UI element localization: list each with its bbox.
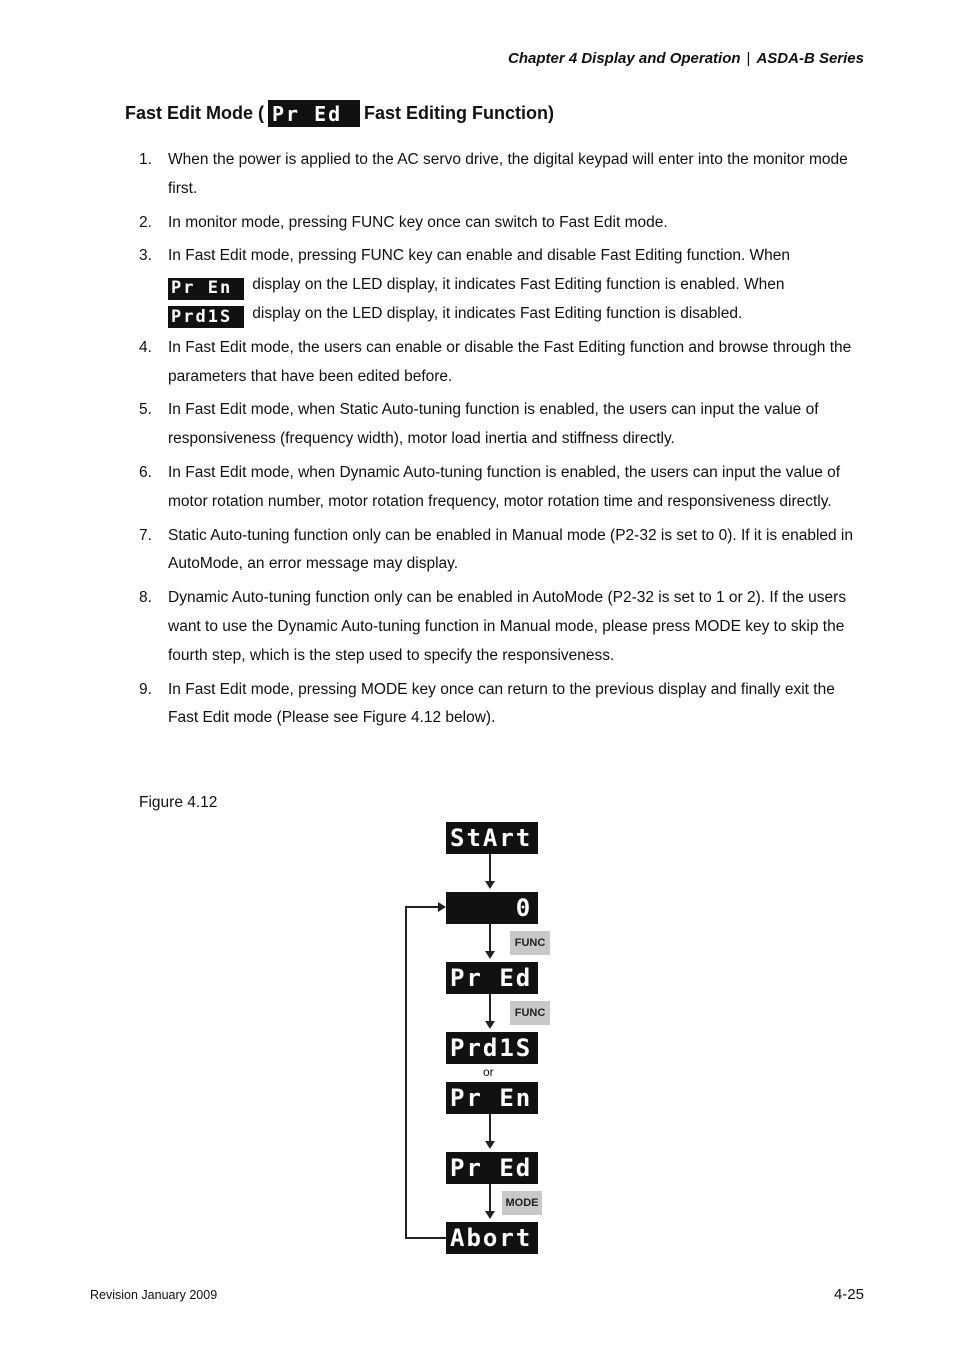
chapter-title: Chapter 4 Display and Operation bbox=[507, 50, 741, 67]
list-item bbox=[139, 242, 869, 328]
item-number: 8. bbox=[139, 589, 152, 607]
loop-line bbox=[405, 906, 439, 908]
item-text: Static Auto-tuning function only can be enabled in Manual mode (P2-32 is set to 0). If it is enabled in AutoMode, an error message may display. bbox=[168, 526, 853, 573]
list-item bbox=[139, 334, 869, 392]
title-lcd-display: Pr Ed bbox=[268, 100, 360, 127]
header-separator: | bbox=[746, 50, 751, 67]
lcd-pr-en-display: Pr En bbox=[168, 278, 244, 300]
arrow-down-icon bbox=[485, 1021, 495, 1029]
item-text: In Fast Edit mode, when Dynamic Auto-tuning function is enabled, the users can input the value of motor rotation number, motor rotation frequency, motor rotation time and responsiveness directly. bbox=[168, 463, 841, 510]
item-text: In Fast Edit mode, when Static Auto-tuning function is enabled, the users can input the value of responsiveness (frequency width), motor load inertia and stiffness directly. bbox=[168, 401, 819, 448]
list-item bbox=[139, 676, 869, 734]
mode-key-label: MODE bbox=[502, 1191, 542, 1215]
lcd-abort-display: Abort bbox=[446, 1222, 538, 1254]
title-suffix: Fast Editing Function) bbox=[364, 103, 554, 123]
arrow-down-icon bbox=[485, 951, 495, 959]
lcd-pr-dis-display: Prd1S bbox=[168, 306, 244, 328]
item-text: Dynamic Auto-tuning function only can be enabled in AutoMode (P2-32 is set to 1 or 2). If the users want to use the Dynamic Auto-tuning function in Manual mode, please press MODE key to skip the fourth step, which is the step used to specify the responsiveness. bbox=[168, 589, 847, 664]
page-header bbox=[508, 50, 864, 67]
lcd-start-display: StArt bbox=[446, 822, 538, 854]
func-key-label: FUNC bbox=[510, 931, 550, 955]
item-text: In Fast Edit mode, the users can enable or disable the Fast Editing function and browse through the parameters that have been edited before. bbox=[168, 338, 852, 385]
item-text: When the power is applied to the AC servo drive, the digital keypad will enter into the monitor mode first. bbox=[168, 151, 848, 197]
figure-label: Figure 4.12 bbox=[139, 794, 218, 811]
lcd-pr-en-display: Pr En bbox=[446, 1082, 538, 1114]
list-item bbox=[139, 396, 869, 454]
item-text: display on the LED display, it indicates Fast Editing function is enabled. When bbox=[248, 276, 785, 294]
item-text: display on the LED display, it indicates Fast Editing function is disabled. bbox=[248, 304, 743, 322]
lcd-pr-ed-display: Pr Ed bbox=[446, 962, 538, 994]
list-item bbox=[139, 209, 869, 238]
list-item bbox=[139, 522, 869, 580]
item-text: In Fast Edit mode, pressing FUNC key can enable and disable Fast Editing function. When bbox=[168, 247, 791, 265]
arrow-down-icon bbox=[485, 881, 495, 889]
item-number: 3. bbox=[139, 247, 152, 265]
item-number: 4. bbox=[139, 338, 152, 356]
item-text: In monitor mode, pressing FUNC key once can switch to Fast Edit mode. bbox=[168, 213, 668, 231]
loop-line bbox=[405, 1237, 446, 1239]
arrow-line bbox=[489, 1114, 491, 1142]
loop-line bbox=[405, 906, 407, 1239]
list-item bbox=[139, 146, 869, 204]
lcd-monitor-display: 0 bbox=[446, 892, 538, 924]
item-text: In Fast Edit mode, pressing MODE key once can return to the previous display and finally exit the Fast Edit mode (Please see Figure 4.12 below). bbox=[168, 680, 835, 727]
section-title bbox=[125, 100, 554, 127]
arrow-down-icon bbox=[485, 1211, 495, 1219]
arrow-line bbox=[489, 994, 491, 1022]
arrow-line bbox=[489, 1184, 491, 1212]
item-number: 1. bbox=[139, 151, 152, 168]
footer-revision: Revision January 2009 bbox=[90, 1288, 218, 1302]
title-prefix: Fast Edit Mode ( bbox=[125, 103, 264, 123]
arrow-down-icon bbox=[485, 1141, 495, 1149]
lcd-pr-ed-display-2: Pr Ed bbox=[446, 1152, 538, 1184]
item-number: 6. bbox=[139, 463, 152, 481]
or-label: or bbox=[483, 1065, 494, 1079]
arrow-line bbox=[489, 854, 491, 882]
func-key-label: FUNC bbox=[510, 1001, 550, 1025]
arrow-line bbox=[489, 924, 491, 952]
arrow-right-icon bbox=[438, 902, 446, 912]
list-item bbox=[139, 459, 869, 517]
list-item bbox=[139, 584, 869, 670]
item-number: 2. bbox=[139, 213, 152, 231]
lcd-pr-dis-display: Prd1S bbox=[446, 1032, 538, 1064]
item-number: 5. bbox=[139, 401, 152, 419]
item-number: 7. bbox=[139, 526, 152, 544]
item-number: 9. bbox=[139, 680, 152, 698]
page-number: 4-25 bbox=[833, 1286, 864, 1303]
series-title: ASDA-B Series bbox=[756, 50, 864, 67]
instruction-list bbox=[139, 146, 869, 738]
